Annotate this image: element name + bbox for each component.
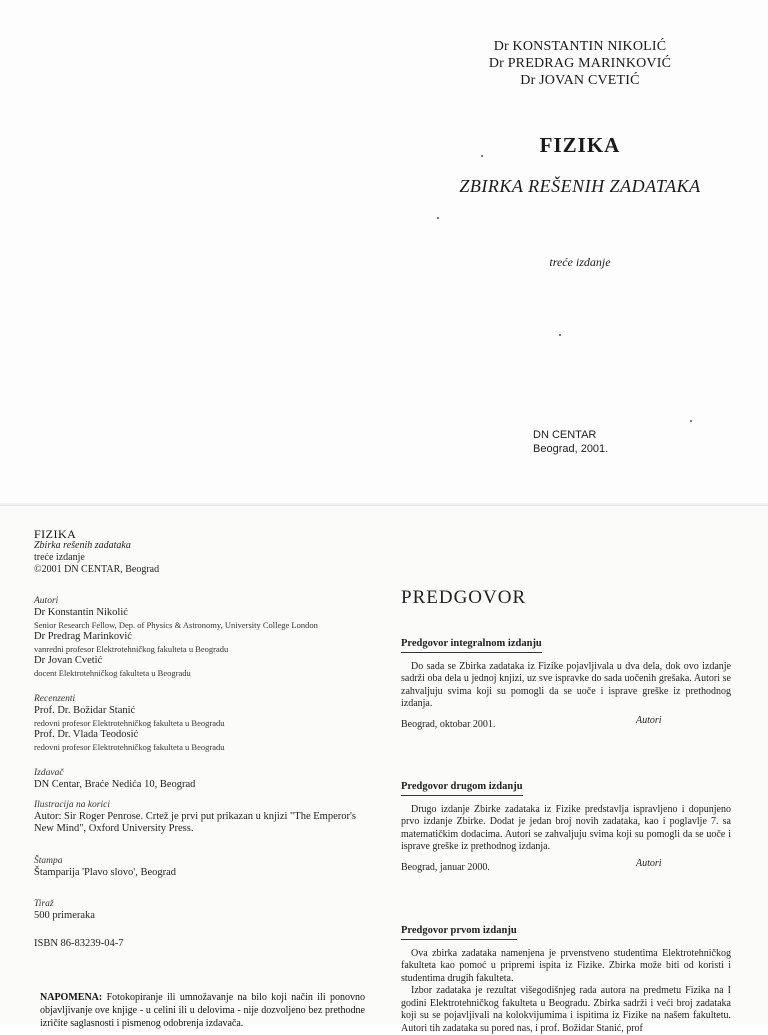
print-label: Štampa [34, 855, 372, 867]
reviewers-block [34, 693, 372, 753]
reviewer-affiliation: redovni profesor Elektrotehničkog fakulteta u Beogradu [34, 717, 372, 729]
section-place-date: Beograd, oktobar 2001. [401, 719, 495, 732]
notice-text: Fotokopiranje ili umnožavanje na bilo koji način ili ponovno objavljivanje ove knjige - u celini ili u delovima - nije dozvoljeno bez prethodne izričite saglasnosti i pismenog odobrenja izdavača. [40, 992, 365, 1029]
publisher-address: DN Centar, Braće Nedića 10, Beograd [34, 779, 372, 791]
author-name: Dr PREDRAG MARINKOVIĆ [380, 55, 768, 72]
cover-credit: Autor: Sir Roger Penrose. Crtež je prvi put prikazan u knjizi "The Emperor's New Mind", Oxford University Press. [34, 811, 372, 835]
section-heading: Predgovor integralnom izdanju [401, 638, 542, 653]
reviewer-name: Prof. Dr. Vlada Teodosić [34, 729, 372, 741]
print-speck [481, 155, 483, 157]
author-affiliation: Senior Research Fellow, Dep. of Physics & Astronomy, University College London [34, 619, 372, 631]
impressum-header [34, 528, 372, 576]
authors-block [34, 595, 372, 679]
preface-title: PREDGOVOR [401, 587, 526, 609]
author-affiliation: docent Elektrotehničkog fakulteta u Beogradu [34, 667, 372, 679]
section-signature [401, 719, 731, 733]
publisher-info [34, 767, 372, 791]
print-run-label: Tiraž [34, 898, 372, 910]
reviewers-label: Recenzenti [34, 693, 372, 705]
print-run-info [34, 898, 372, 922]
reviewer-name: Prof. Dr. Božidar Stanić [34, 705, 372, 717]
publisher-label: Izdavač [34, 767, 372, 779]
section-signature [401, 862, 731, 876]
print-speck [690, 420, 692, 422]
notice-label: NAPOMENA: [40, 992, 102, 1003]
book-subtitle: ZBIRKA REŠENIH ZADATAKA [380, 176, 768, 197]
impressum-title: FIZIKA [34, 528, 372, 540]
author-name: Dr JOVAN CVETIĆ [380, 72, 768, 89]
section-body [401, 948, 731, 1035]
section-paragraph: Izbor zadataka je rezultat višegodišnjeg rada autora na predmetu Fizika na I godini Elektrotehničkog fakulteta u Beogradu. Zbirka sadrži i veći broj zadataka koji su se pojavljivali na kolokvijumima i ispitima iz Fizike na našem fakultetu. Autori tih zadataka su pored nas, i prof. Božidar Stanić, prof [401, 985, 731, 1035]
cover-label: Ilustracija na korici [34, 799, 372, 811]
printer-name: Štamparija 'Plavo slovo', Beograd [34, 867, 372, 879]
section-heading: Predgovor drugom izdanju [401, 781, 523, 796]
book-title: FIZIKA [380, 133, 768, 158]
isbn: ISBN 86-83239-04-7 [34, 938, 372, 950]
author-name: Dr Jovan Cvetić [34, 655, 372, 667]
publisher-block [533, 428, 608, 456]
authors-label: Autori [34, 595, 372, 607]
print-run-count: 500 primeraka [34, 910, 372, 922]
impressum-edition: treće izdanje [34, 552, 372, 564]
author-name: Dr KONSTANTIN NIKOLIĆ [380, 38, 768, 55]
section-author-sign: Autori [636, 858, 662, 871]
section-paragraph: Ova zbirka zadataka namenjena je prvenstveno studentima Elektrotehničkog fakulteta kao pomoć u pripremi ispita iz Fizike. Zbirka može biti od koristi i studentima drugih fakulteta. [401, 948, 731, 986]
section-place-date: Beograd, januar 2000. [401, 862, 490, 875]
section-body: Do sada se Zbirka zadataka iz Fizike pojavljivala u dva dela, dok ovo izdanje sadrži oba dela u jednoj knjizi, uz sve ispravke do sada uočenih grešaka. Autori se zahvaljuju svima koji su pomogli da se uoče i isprave greške iz prethodnog izdanja. [401, 661, 731, 711]
author-name: Dr Konstantin Nikolić [34, 607, 372, 619]
preface-section [401, 781, 731, 876]
author-list [380, 38, 768, 89]
isbn-line [34, 938, 372, 950]
preface-section [401, 638, 731, 733]
copyright-line: ©2001 DN CENTAR, Beograd [34, 564, 372, 576]
reviewer-affiliation: redovni profesor Elektrotehničkog fakulteta u Beogradu [34, 741, 372, 753]
section-author-sign: Autori [636, 715, 662, 728]
author-affiliation: vanredni profesor Elektrotehničkog fakulteta u Beogradu [34, 643, 372, 655]
section-body: Drugo izdanje Zbirke zadataka iz Fizike predstavlja ispravljeno i dopunjeno prvo izdanje Zbirke. Dodat je jedan broj novih zadataka, kao i poglavlje 7. sa matematičkim dodacima. Autori se zahvaljuju svima koji su pomogli da se uoče i isprave greške iz prethodnog izdanja. [401, 804, 731, 854]
section-heading: Predgovor prvom izdanju [401, 925, 517, 940]
print-speck [559, 334, 561, 336]
print-speck [437, 217, 439, 219]
copyright-notice [40, 991, 365, 1030]
edition-label: treće izdanje [380, 255, 768, 270]
print-info [34, 855, 372, 879]
cover-illustration-info [34, 799, 372, 835]
preface-section [401, 925, 731, 1035]
publication-place-year: Beograd, 2001. [533, 442, 608, 456]
impressum-subtitle: Zbirka rešenih zadataka [34, 540, 372, 552]
publisher-name: DN CENTAR [533, 428, 608, 442]
author-name: Dr Predrag Marinković [34, 631, 372, 643]
